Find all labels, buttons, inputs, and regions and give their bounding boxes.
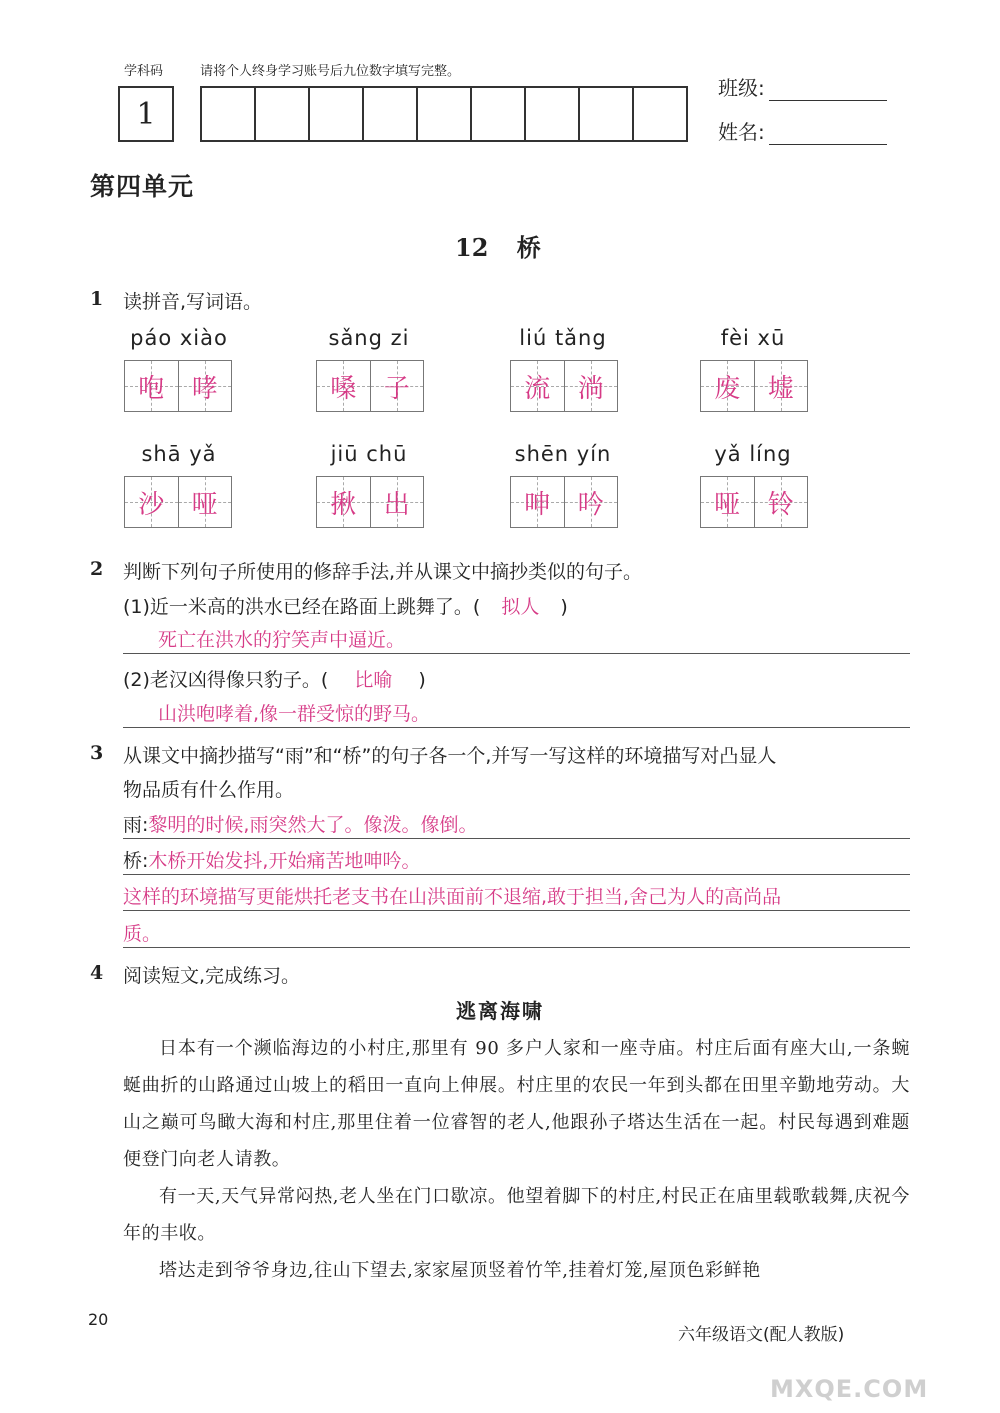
digit-box[interactable] xyxy=(472,88,526,140)
q4-prompt: 阅读短文,完成练习。 xyxy=(123,965,301,987)
q2-answer-line-1[interactable]: 死亡在洪水的狞笑声中逼近。 xyxy=(123,627,910,654)
pinyin: shēn yín xyxy=(514,442,612,466)
lesson-title xyxy=(455,228,541,263)
rain-label: 雨: xyxy=(123,814,149,836)
q3-prompt-line-1: 从课文中摘抄描写“雨”和“桥”的句子各一个,并写一写这样的环境描写对凸显人 xyxy=(123,745,777,767)
q3-bridge-line[interactable] xyxy=(123,848,910,875)
pinyin: páo xiào xyxy=(130,326,228,350)
q1-prompt: 读拼音,写词语。 xyxy=(123,291,263,313)
q4-number: 4 xyxy=(90,962,104,984)
char-box[interactable]: 哑 铃 xyxy=(700,476,808,528)
char-box[interactable]: 流 淌 xyxy=(510,360,618,412)
q3-effect-line-1[interactable]: 这样的环境描写更能烘托老支书在山洪面前不退缩,敢于担当,舍己为人的高尚品 xyxy=(123,884,910,911)
char-box[interactable]: 沙 哑 xyxy=(124,476,232,528)
name-field[interactable] xyxy=(718,116,887,145)
pinyin: fèi xū xyxy=(720,326,786,350)
pinyin: sǎng zi xyxy=(328,326,410,350)
pinyin: shā yǎ xyxy=(141,442,217,466)
pinyin: yǎ líng xyxy=(714,442,792,466)
char-box[interactable]: 咆 哮 xyxy=(124,360,232,412)
class-field[interactable] xyxy=(718,72,887,101)
char-box[interactable]: 呻 吟 xyxy=(510,476,618,528)
q3-effect-line-2[interactable]: 质。 xyxy=(123,921,910,948)
digit-box[interactable] xyxy=(202,88,256,140)
rain-answer: 黎明的时候,雨突然大了。像泼。像倒。 xyxy=(148,814,478,836)
bridge-label: 桥: xyxy=(123,850,149,872)
digit-box[interactable] xyxy=(364,88,418,140)
digit-box[interactable] xyxy=(526,88,580,140)
class-label: 班级: xyxy=(718,76,765,100)
q2-answer-line-2[interactable]: 山洪咆哮着,像一群受惊的野马。 xyxy=(123,701,910,728)
q2-sentence-1: (1)近一米高的洪水已经在路面上跳舞了。( 拟人 ) xyxy=(123,592,568,619)
char-box[interactable]: 嗓 子 xyxy=(316,360,424,412)
story-paragraph: 塔达走到爷爷身边,往山下望去,家家屋顶竖着竹竿,挂着灯笼,屋顶色彩鲜艳 xyxy=(159,1260,761,1281)
q2-prompt: 判断下列句子所使用的修辞手法,并从课文中摘抄类似的句子。 xyxy=(123,561,643,583)
q2-sentence-2: (2)老汉凶得像只豹子。( 比喻 ) xyxy=(123,665,426,692)
q2-number: 2 xyxy=(90,558,104,580)
watermark: MXQE.COM xyxy=(770,1375,929,1403)
char-box[interactable]: 揪 出 xyxy=(316,476,424,528)
subject-code-box: 1 xyxy=(118,86,174,142)
q1-number: 1 xyxy=(90,288,104,310)
digit-box[interactable] xyxy=(418,88,472,140)
pinyin: liú tǎng xyxy=(519,326,607,350)
account-digit-boxes[interactable] xyxy=(200,86,688,142)
book-title: 六年级语文(配人教版) xyxy=(678,1325,845,1345)
pinyin: jiū chū xyxy=(330,442,408,466)
lesson-number: 12 xyxy=(455,233,489,262)
digit-box[interactable] xyxy=(634,88,686,140)
q2-answer-1[interactable]: 拟人 xyxy=(501,596,540,618)
q2-answer-2[interactable]: 比喻 xyxy=(354,669,393,691)
page-number: 20 xyxy=(88,1310,109,1329)
digit-box[interactable] xyxy=(256,88,310,140)
subject-code-label: 学科码 xyxy=(124,64,164,79)
story-paragraph: 有一天,天气异常闷热,老人坐在门口歇凉。他望着脚下的村庄,村民正在庙里载歌载舞,庆祝今年的丰收。 xyxy=(123,1186,910,1244)
story-title: 逃离海啸 xyxy=(456,999,544,1023)
name-label: 姓名: xyxy=(718,120,765,144)
char-box[interactable]: 废 墟 xyxy=(700,360,808,412)
account-instruction: 请将个人终身学习账号后九位数字填写完整。 xyxy=(200,64,461,79)
digit-box[interactable] xyxy=(310,88,364,140)
q3-prompt-line-2: 物品质有什么作用。 xyxy=(123,779,295,801)
story-paragraph: 日本有一个濒临海边的小村庄,那里有 90 多户人家和一座寺庙。村庄后面有座大山,一条蜿蜒曲折的山路通过山坡上的稻田一直向上伸展。村庄里的农民一年到头都在田里辛勤地劳动。大山之巅可鸟瞰大海和村庄,那里住着一位睿智的老人,他跟孙子塔达生活在一起。村民每遇到难题便登门向老人请教。 xyxy=(123,1038,910,1170)
q3-number: 3 xyxy=(90,742,104,764)
digit-box[interactable] xyxy=(580,88,634,140)
lesson-name: 桥 xyxy=(516,233,541,262)
bridge-answer: 木桥开始发抖,开始痛苦地呻吟。 xyxy=(148,850,421,872)
story-passage xyxy=(123,1030,910,1289)
unit-title: 第四单元 xyxy=(90,172,195,201)
q3-rain-line[interactable] xyxy=(123,812,910,839)
